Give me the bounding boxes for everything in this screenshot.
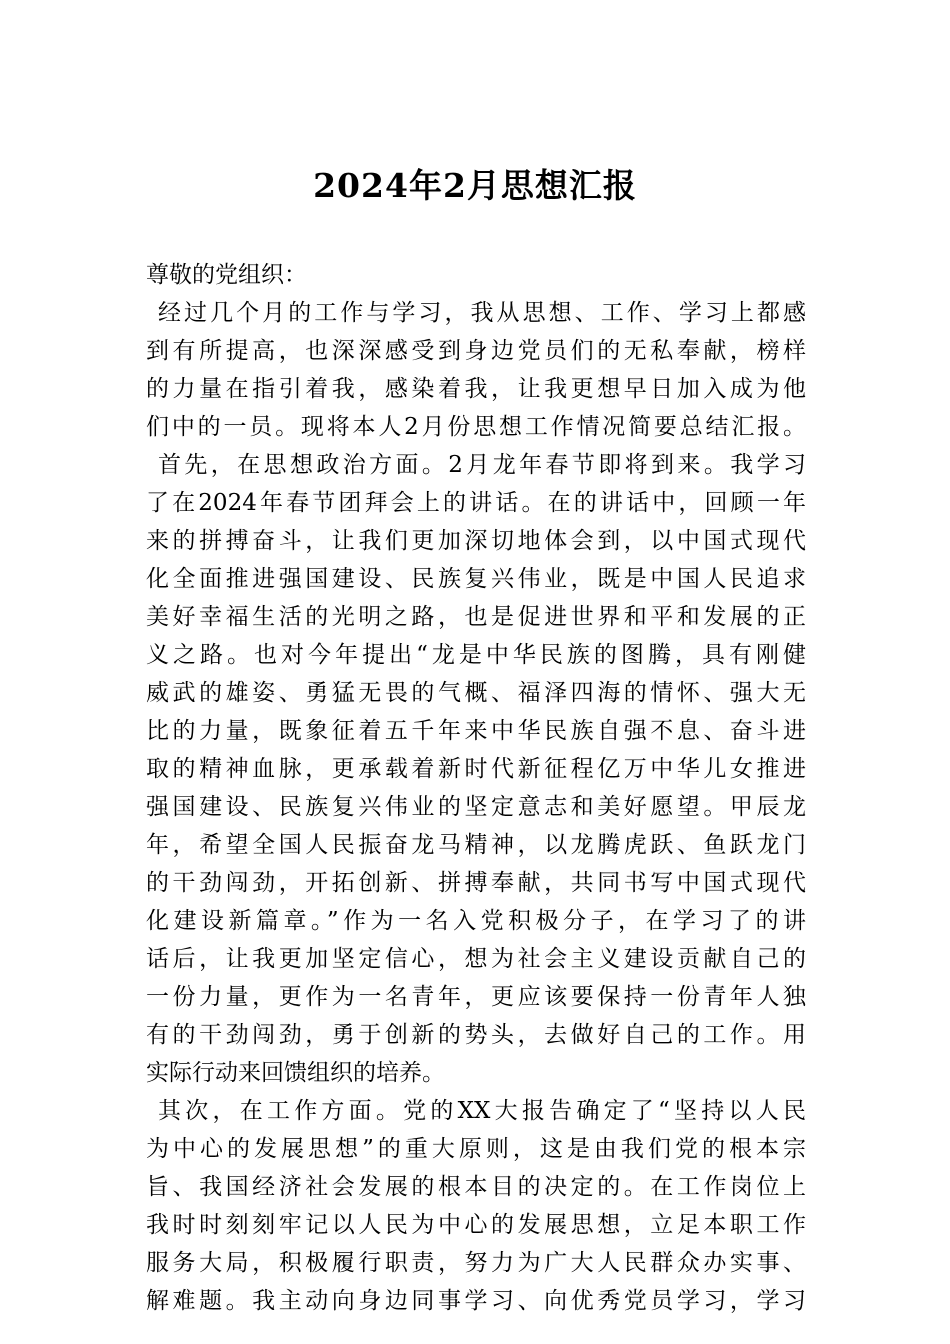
paragraph-line: 化建设新篇章。”作为一名入党积极分子，在学习了的讲: [146, 908, 806, 934]
paragraph-line: 话后，让我更加坚定信心，想为社会主义建设贡献自己的: [146, 946, 806, 972]
document-title: 2024年2月思想汇报: [313, 166, 637, 205]
paragraph-line: 我时时刻刻牢记以人民为中心的发展思想，立足本职工作: [146, 1212, 806, 1238]
paragraph-line: 实际行动来回馈组织的培养。: [146, 1060, 445, 1086]
paragraph-line: 的力量在指引着我，感染着我，让我更想早日加入成为他: [146, 376, 806, 402]
paragraph-line: 有的干劲闯劲，勇于创新的势头，去做好自己的工作。用: [146, 1022, 806, 1048]
paragraph-line: 化全面推进强国建设、民族复兴伟业，既是中国人民追求: [146, 566, 806, 592]
paragraph-line: 们中的一员。现将本人2月份思想工作情况简要总结汇报。: [146, 414, 806, 440]
paragraph-line: 一份力量，更作为一名青年，更应该要保持一份青年人独: [146, 984, 806, 1010]
paragraph-line: 旨、我国经济社会发展的根本目的决定的。在工作岗位上: [146, 1174, 806, 1200]
paragraph-line: 了在2024年春节团拜会上的讲话。在的讲话中，回顾一年: [146, 490, 806, 516]
paragraph-line: 比的力量，既象征着五千年来中华民族自强不息、奋斗进: [146, 718, 806, 744]
paragraph-line: 强国建设、民族复兴伟业的坚定意志和美好愿望。甲辰龙: [146, 794, 806, 820]
paragraph-line: 来的拼搏奋斗，让我们更加深切地体会到，以中国式现代: [146, 528, 806, 554]
paragraph-line: 为中心的发展思想”的重大原则，这是由我们党的根本宗: [146, 1136, 806, 1162]
salutation: 尊敬的党组织：: [146, 262, 307, 288]
paragraph-line: 义之路。也对今年提出“龙是中华民族的图腾，具有刚健: [146, 642, 806, 668]
paragraph-line: 其次，在工作方面。党的XX大报告确定了“坚持以人民: [158, 1098, 806, 1124]
paragraph-line: 解难题。我主动向身边同事学习、向优秀党员学习，学习: [146, 1288, 806, 1314]
paragraph-line: 首先，在思想政治方面。2月龙年春节即将到来。我学习: [158, 452, 806, 478]
paragraph-line: 美好幸福生活的光明之路，也是促进世界和平和发展的正: [146, 604, 806, 630]
paragraph-line: 经过几个月的工作与学习，我从思想、工作、学习上都感: [158, 300, 806, 326]
paragraph-line: 的干劲闯劲，开拓创新、拼搏奉献，共同书写中国式现代: [146, 870, 806, 896]
document-body: [146, 256, 806, 1320]
paragraph-line: 年，希望全国人民振奋龙马精神，以龙腾虎跃、鱼跃龙门: [146, 832, 806, 858]
paragraph-line: 到有所提高，也深深感受到身边党员们的无私奉献，榜样: [146, 338, 806, 364]
paragraph-line: 取的精神血脉，更承载着新时代新征程亿万中华儿女推进: [146, 756, 806, 782]
paragraph-line: 威武的雄姿、勇猛无畏的气概、福泽四海的情怀、强大无: [146, 680, 806, 706]
paragraph-line: 服务大局，积极履行职责，努力为广大人民群众办实事、: [146, 1250, 806, 1276]
